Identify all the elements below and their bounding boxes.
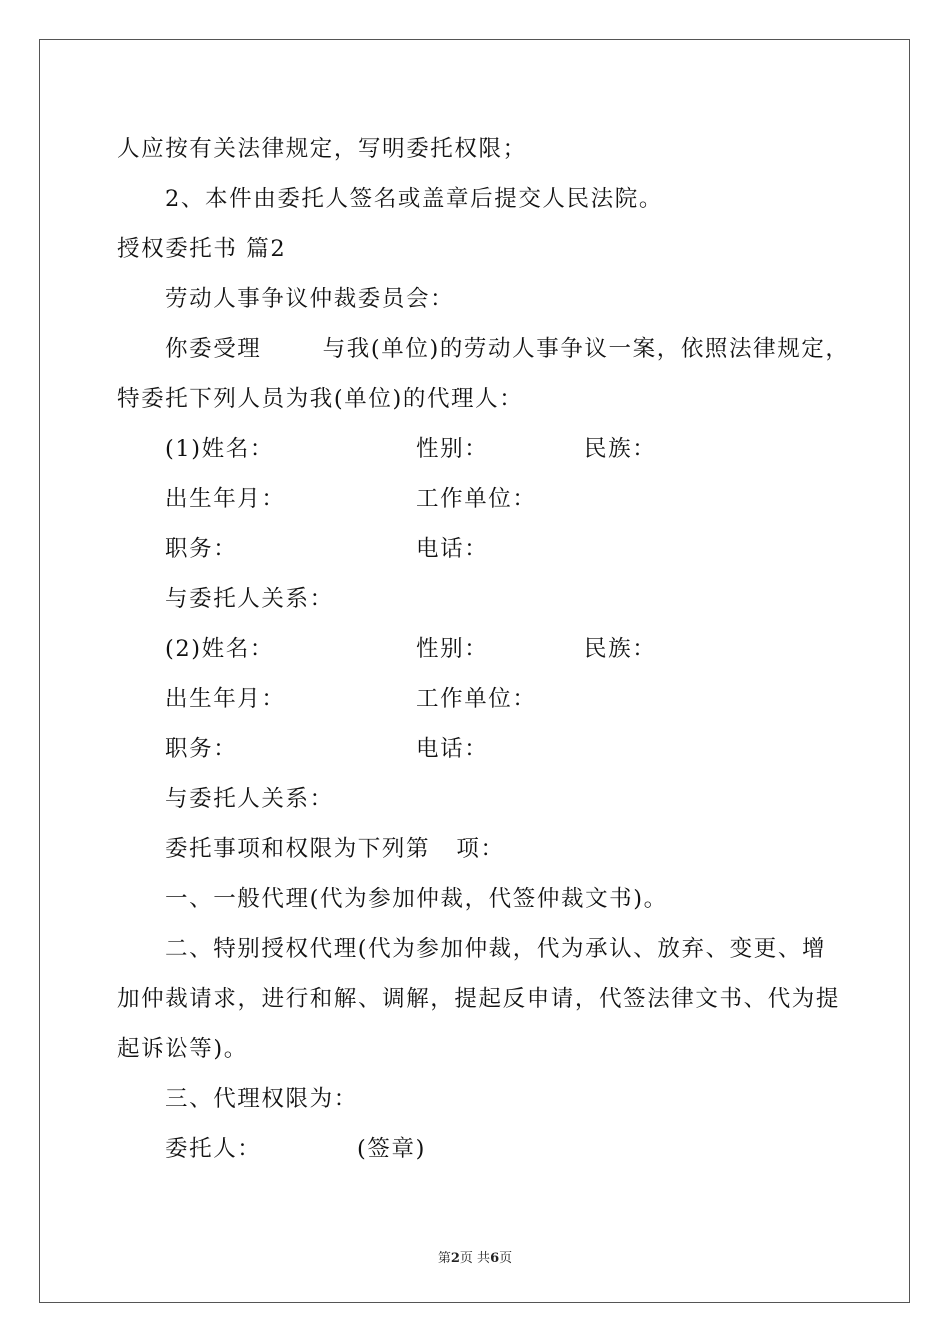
agent2-gender-label: 性别：: [416, 636, 489, 662]
item-special-agency-2: 加仲裁请求，进行和解、调解，提起反申请，代签法律文书、代为提: [117, 986, 841, 1012]
agent2-phone-label: 电话：: [416, 736, 489, 762]
paragraph-law-requirement: 人应按有关法律规定，写明委托权限；: [117, 136, 527, 162]
agent1-gender-label: 性别：: [416, 436, 489, 462]
agent2-workplace-label: 工作单位：: [416, 686, 537, 712]
agent1-birth-label: 出生年月：: [165, 486, 286, 512]
agent2-position-label: 职务：: [165, 736, 238, 762]
agent1-name-label: (1)姓名：: [165, 436, 274, 462]
paragraph-entrust-1: 你委受理 与我(单位)的劳动人事争议一案，依照法律规定，: [165, 336, 850, 362]
agent1-ethnicity-label: 民族：: [584, 436, 657, 462]
paragraph-matters: 委托事项和权限为下列第 项：: [165, 836, 505, 862]
paragraph-submit-court: 2、本件由委托人签名或盖章后提交人民法院。: [165, 186, 663, 212]
agent2-relation-label: 与委托人关系：: [165, 786, 334, 812]
page-suffix: 页: [499, 1251, 513, 1266]
agent1-position-label: 职务：: [165, 536, 238, 562]
agent1-phone-label: 电话：: [416, 536, 489, 562]
item-special-agency-3: 起诉讼等)。: [117, 1036, 248, 1062]
agent2-ethnicity-label: 民族：: [584, 636, 657, 662]
agent1-workplace-label: 工作单位：: [416, 486, 537, 512]
agent2-name-label: (2)姓名：: [165, 636, 274, 662]
page-total: 6: [490, 1251, 500, 1266]
addressee: 劳动人事争议仲裁委员会：: [165, 286, 455, 312]
page-mid: 页 共: [459, 1251, 491, 1266]
page-prefix: 第: [437, 1251, 451, 1266]
page-footer: [0, 1247, 950, 1266]
item-agency-scope: 三、代理权限为：: [165, 1086, 358, 1112]
item-general-agency: 一、一般代理(代为参加仲裁，代签仲裁文书)。: [165, 886, 668, 912]
section-heading: 授权委托书 篇2: [117, 236, 287, 262]
agent1-relation-label: 与委托人关系：: [165, 586, 334, 612]
page-number: 2: [450, 1251, 460, 1266]
item-special-agency-1: 二、特别授权代理(代为参加仲裁，代为承认、放弃、变更、增: [165, 936, 827, 962]
signer-seal: (签章): [357, 1136, 426, 1162]
agent2-birth-label: 出生年月：: [165, 686, 286, 712]
paragraph-entrust-2: 特委托下列人员为我(单位)的代理人：: [117, 386, 524, 412]
signer-label: 委托人：: [165, 1136, 262, 1162]
